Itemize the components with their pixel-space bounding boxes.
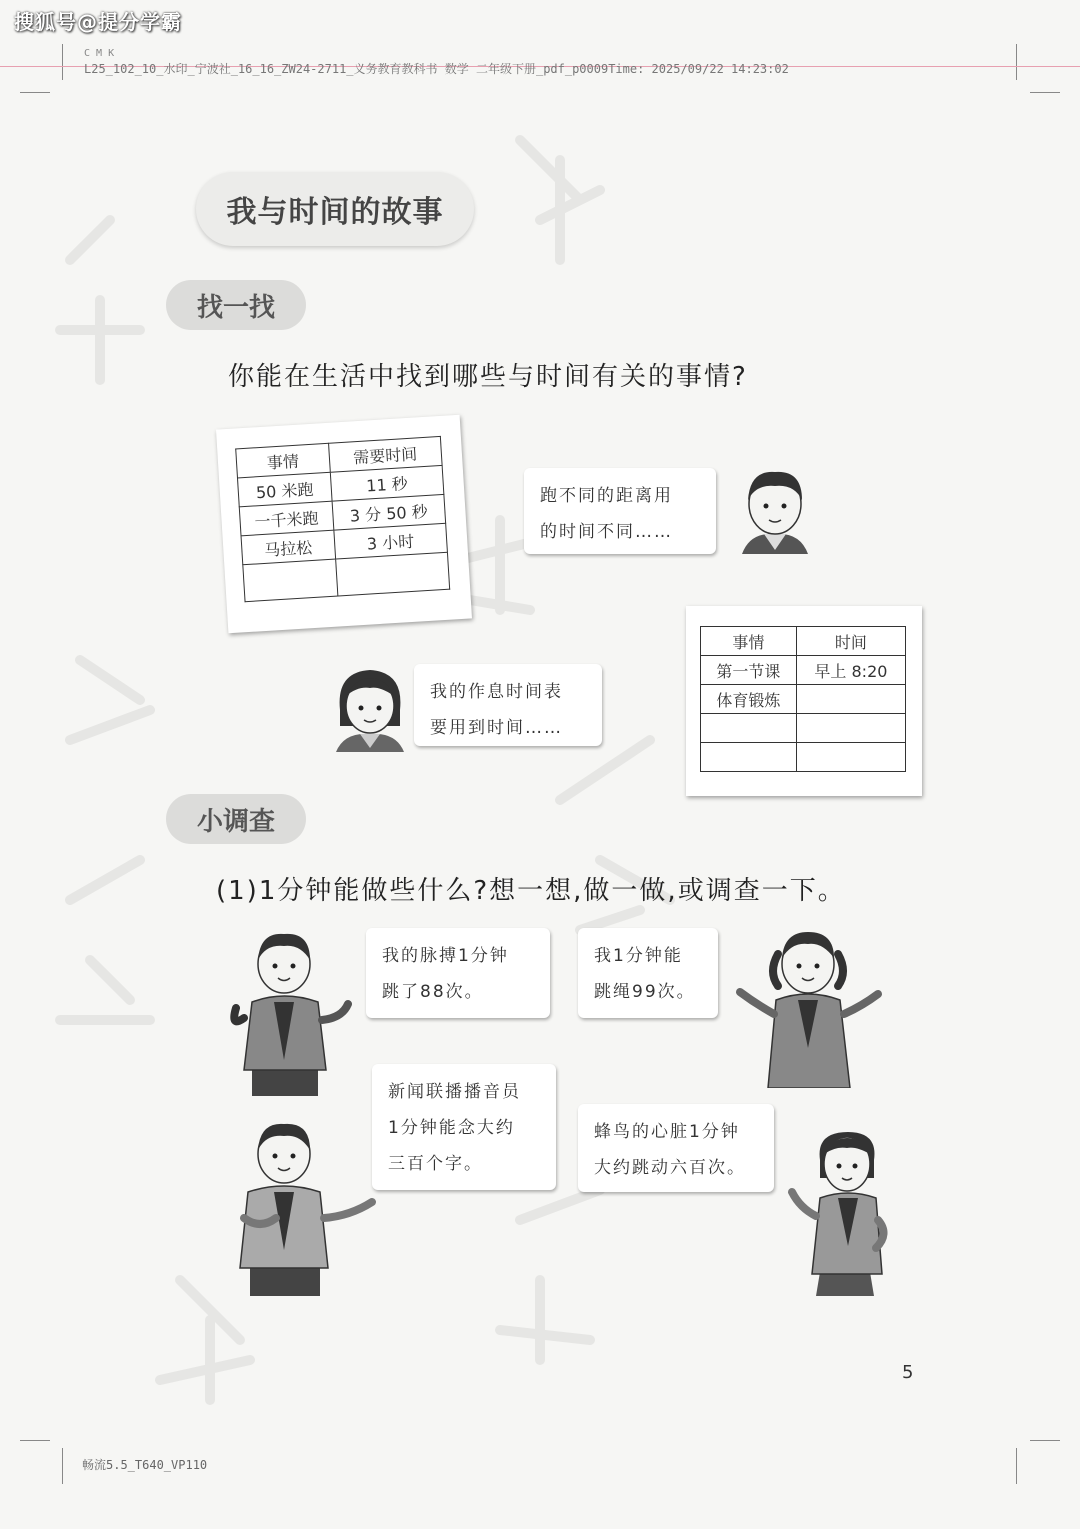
bubble-line: 我的脉搏1分钟: [382, 946, 509, 966]
section-label-survey: 小调查: [166, 794, 306, 844]
speech-bubble-jump-rope: [578, 928, 718, 1018]
lesson-title: 我与时间的故事: [196, 172, 474, 246]
boy-pulse-illustration: [222, 928, 356, 1096]
speech-bubble-distance: [524, 468, 716, 554]
sports-time-table: [235, 436, 450, 602]
table-cell: 3 小时: [334, 523, 448, 559]
bubble-line: 我的作息时间表: [430, 682, 563, 702]
table-cell: [701, 743, 797, 772]
bubble-line: 新闻联播播音员: [388, 1082, 521, 1102]
table-header: 事情: [701, 627, 797, 656]
table-cell: 第一节课: [701, 656, 797, 685]
bubble-line: 跑不同的距离用: [540, 486, 673, 506]
boy-head-illustration: [734, 462, 816, 554]
table-cell: [701, 714, 797, 743]
table-header: 时间: [796, 627, 905, 656]
table-cell: [335, 552, 449, 596]
table-header: 事情: [236, 443, 330, 478]
table-cell: 50 米跑: [237, 472, 331, 507]
sports-time-card: [216, 415, 472, 634]
table-cell: [243, 559, 338, 602]
table-header: 需要时间: [328, 436, 442, 472]
table-cell: [796, 743, 905, 772]
table-cell: [796, 685, 905, 714]
bubble-line: 1分钟能念大约: [388, 1118, 515, 1138]
girl-head-illustration: [330, 662, 410, 752]
table-cell: 一千米跑: [239, 501, 333, 536]
bubble-line: 要用到时间……: [430, 718, 563, 738]
speech-bubble-hummingbird: [578, 1104, 774, 1192]
bubble-line: 大约跳动六百次。: [594, 1158, 746, 1178]
print-footer-info: 畅流5.5_T640_VP110: [82, 1458, 208, 1472]
speech-bubble-pulse: [366, 928, 550, 1018]
boy-news-illustration: [220, 1118, 380, 1296]
table-cell: 马拉松: [241, 530, 335, 565]
bubble-line: 三百个字。: [388, 1154, 483, 1174]
section-label-find: 找一找: [166, 280, 306, 330]
girl-jump-rope-illustration: [734, 924, 884, 1088]
bubble-line: 蜂鸟的心脏1分钟: [594, 1122, 740, 1142]
table-cell: [796, 714, 905, 743]
schedule-card: [686, 606, 922, 796]
source-watermark: 搜狐号@提分学霸: [14, 10, 182, 34]
section2-question: (1)1分钟能做些什么?想一想,做一做,或调查一下。: [216, 876, 846, 906]
print-color-marks: C M K: [84, 48, 115, 59]
table-cell: 3 分 50 秒: [332, 494, 446, 530]
table-cell: 体育锻炼: [701, 685, 797, 714]
schedule-table: [700, 626, 906, 772]
bubble-line: 跳绳99次。: [594, 982, 696, 1002]
speech-bubble-news: [372, 1064, 556, 1190]
bubble-line: 我1分钟能: [594, 946, 683, 966]
table-cell: 早上 8:20: [796, 656, 905, 685]
speech-bubble-schedule: [414, 664, 602, 746]
bubble-line: 跳了88次。: [382, 982, 484, 1002]
page-number: 5: [902, 1362, 914, 1383]
print-header-info: L25_102_10_水印_宁波社_16_16_ZW24-2711_义务教育教科书 数学 二年级下册_pdf_p0009Time: 2025/09/22 14:23:02: [84, 62, 789, 76]
section1-question: 你能在生活中找到哪些与时间有关的事情?: [228, 362, 748, 392]
table-cell: 11 秒: [330, 465, 444, 501]
bubble-line: 的时间不同……: [540, 522, 673, 542]
girl-hummingbird-illustration: [786, 1124, 898, 1296]
